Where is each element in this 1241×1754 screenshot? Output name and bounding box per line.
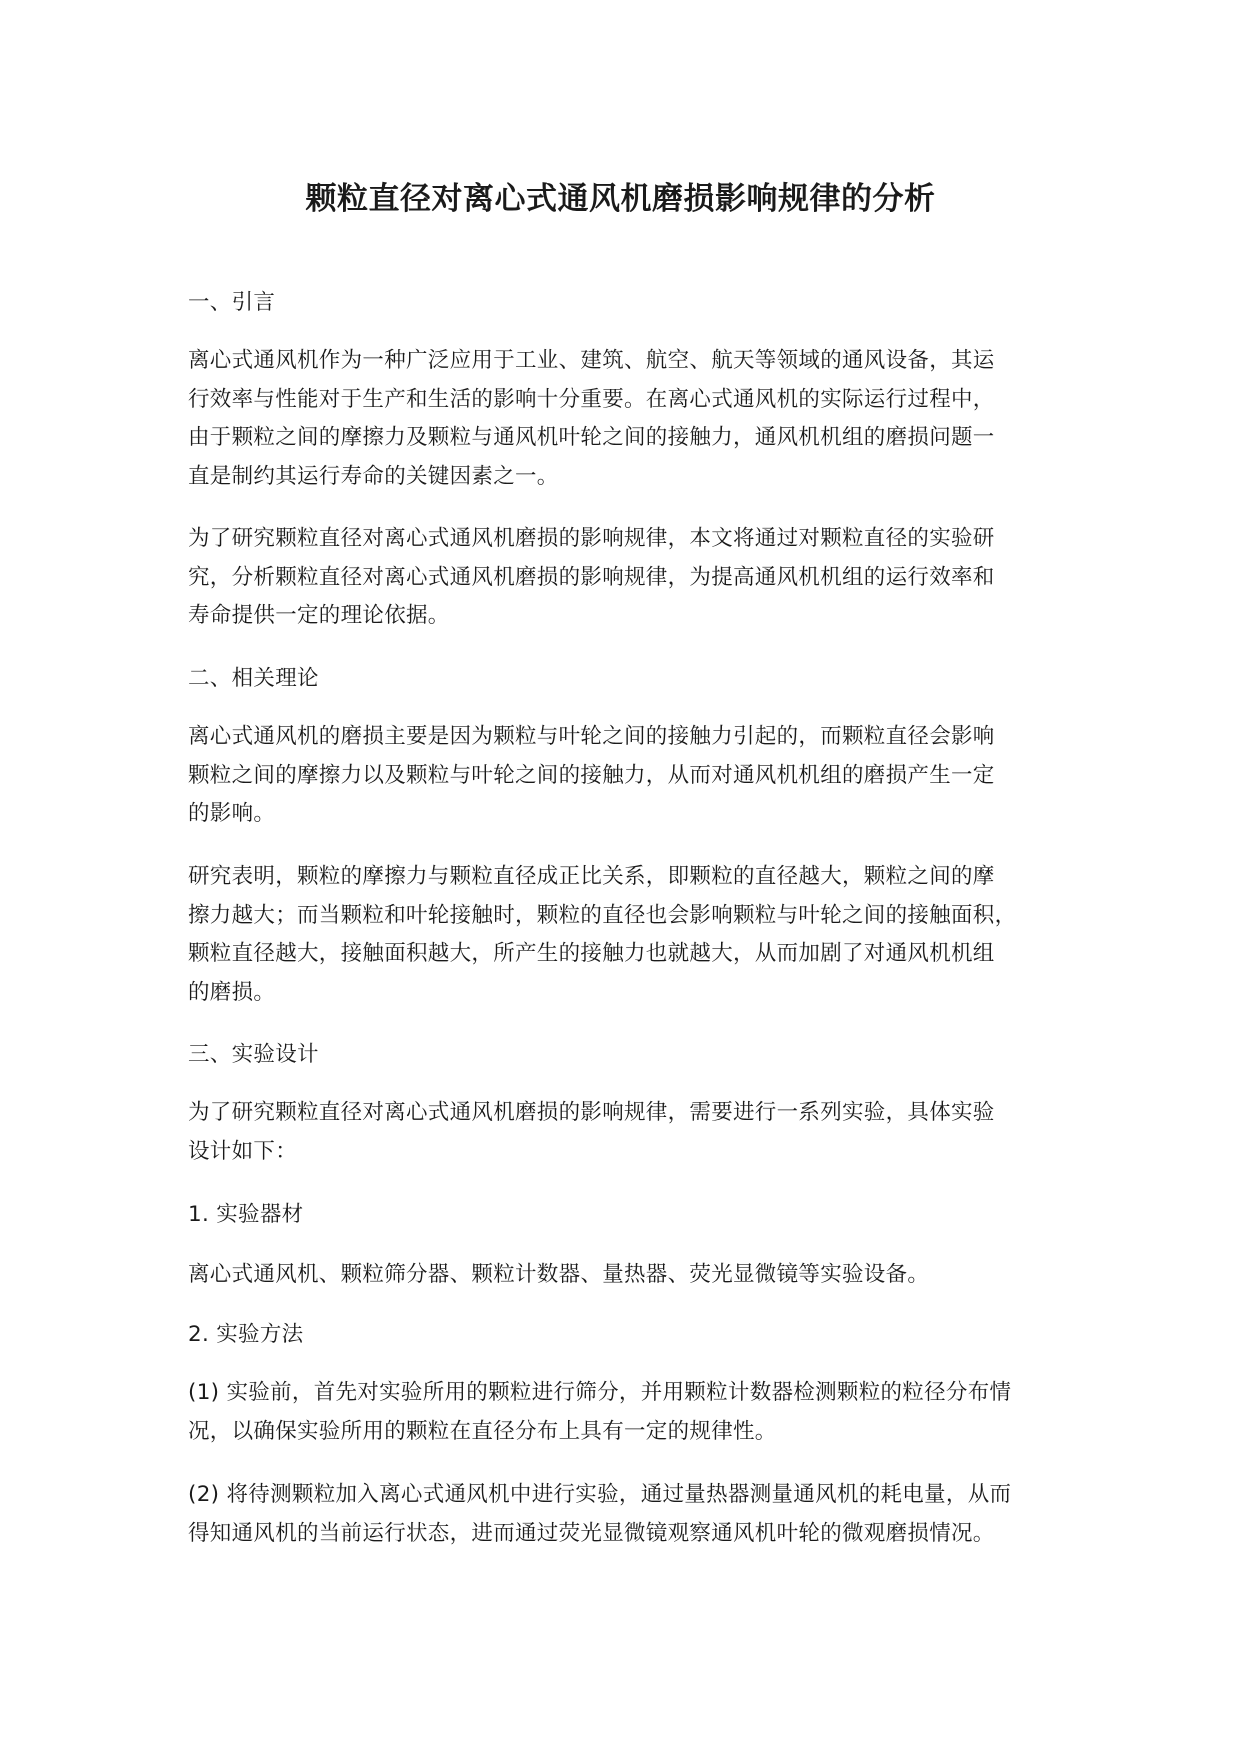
section-heading-experiment-design: 三、实验设计	[188, 1042, 319, 1067]
paragraph-introduction-2: 为了研究颗粒直径对离心式通风机磨损的影响规律，本文将通过对颗粒直径的实验研 究，分析颗粒直径对离心式通风机磨损的影响规律，为提高通风机机组的运行效率和 寿命提供一定的理论依据。	[188, 526, 995, 628]
section-heading-theory: 二、相关理论	[188, 666, 319, 691]
paragraph-theory-1: 离心式通风机的磨损主要是因为颗粒与叶轮之间的接触力引起的，而颗粒直径会影响 颗粒之间的摩擦力以及颗粒与叶轮之间的接触力，从而对通风机机组的磨损产生一定 的影响。	[188, 724, 995, 826]
paragraph-introduction-1: 离心式通风机作为一种广泛应用于工业、建筑、航空、航天等领域的通风设备，其运 行效率与性能对于生产和生活的影响十分重要。在离心式通风机的实际运行过程中， 由于颗粒之间的摩擦力及颗粒与通风机叶轮之间的接触力，通风机机组的磨损问题一 直是制约其运行寿命的关键因素之一。	[188, 348, 995, 489]
paragraph-theory-2: 研究表明，颗粒的摩擦力与颗粒直径成正比关系，即颗粒的直径越大，颗粒之间的摩 擦力越大；而当颗粒和叶轮接触时，颗粒的直径也会影响颗粒与叶轮之间的接触面积， 颗粒直径越大，接触面积越大，所产生的接触力也就越大，从而加剧了对通风机机组 的磨损。	[188, 864, 1017, 1005]
paragraph-equipment: 离心式通风机、颗粒筛分器、颗粒计数器、量热器、荧光显微镜等实验设备。	[188, 1262, 930, 1287]
paragraph-method-step-2: (2) 将待测颗粒加入离心式通风机中进行实验，通过量热器测量通风机的耗电量，从而 得知通风机的当前运行状态，进而通过荧光显微镜观察通风机叶轮的微观磨损情况。	[188, 1482, 1012, 1546]
section-heading-introduction: 一、引言	[188, 290, 276, 315]
subheading-method: 2. 实验方法	[188, 1322, 304, 1347]
subheading-equipment: 1. 实验器材	[188, 1202, 304, 1227]
paragraph-method-step-1: (1) 实验前，首先对实验所用的颗粒进行筛分，并用颗粒计数器检测颗粒的粒径分布情 况，以确保实验所用的颗粒在直径分布上具有一定的规律性。	[188, 1380, 1012, 1444]
paragraph-experiment-design: 为了研究颗粒直径对离心式通风机磨损的影响规律，需要进行一系列实验，具体实验 设计如下：	[188, 1100, 995, 1164]
document-title: 颗粒直径对离心式通风机磨损影响规律的分析	[305, 181, 936, 217]
